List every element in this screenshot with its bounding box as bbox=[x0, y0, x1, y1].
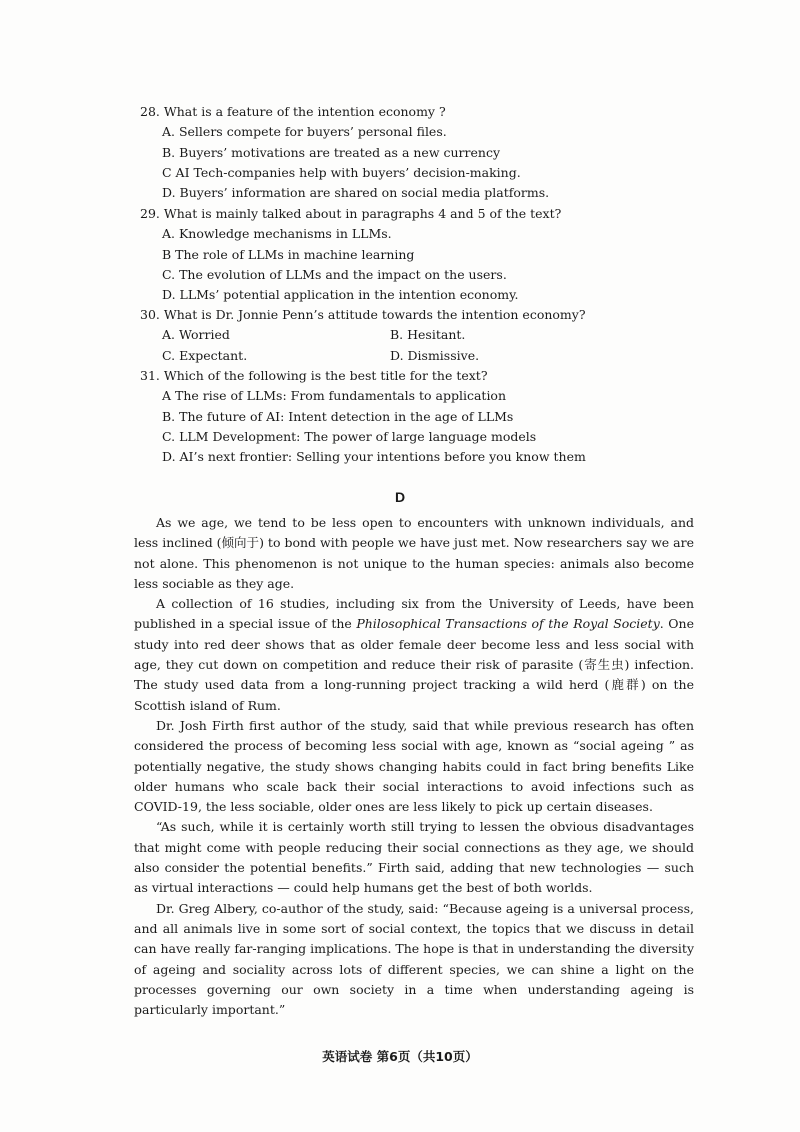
option-a: A. Worried bbox=[162, 327, 230, 343]
section-title: D bbox=[394, 489, 406, 505]
option-b: B. Buyers’ motivations are treated as a new currency bbox=[162, 144, 501, 160]
paragraph-3: Dr. Josh Firth first author of the study, said that while previous research has often considered the process of becoming less social with age, known as “social ageing ” as potentially negative, the study shows changing habits could in fact bring benefits Like older humans who scale back their social interactions to avoid infections such as COVID-19, the less sociable, older ones are less likely to pick up certain diseases. bbox=[134, 717, 694, 815]
paragraph-1: As we age, we tend to be less open to encounters with unknown individuals, and less inclined (倾向于) to bond with people we have just met. Now researchers say we are not alone. This phenomenon is not unique to the human species: animals also become less sociable as they age. bbox=[134, 515, 694, 591]
option-b: B The role of LLMs in machine learning bbox=[162, 246, 415, 262]
option-d: D. LLMs’ potential application in the intention economy. bbox=[162, 287, 519, 303]
question-29 bbox=[140, 204, 700, 305]
question-stem: 29. What is mainly talked about in paragraphs 4 and 5 of the text? bbox=[140, 206, 562, 221]
paragraph-5: Dr. Greg Albery, co-author of the study, said: “Because ageing is a universal process, and all animals live in some sort of social context, the topics that we discuss in detail can have really far-ranging implications. The hope is that in understanding the diversity of ageing and sociality across lots of different species, we can shine a light on the processes governing our own society in a time when understanding ageing is particularly important.” bbox=[134, 900, 694, 1018]
option-c: C. The evolution of LLMs and the impact on the users. bbox=[162, 266, 507, 282]
paragraph-2-text: . One study into red deer shows that as older female deer become less and less social with age, they cut down on competition and reduce their risk of parasite (寄生虫) infection. The study used data from a long-running project tracking a wild herd (鹿群) on the Scottish island of Rum. bbox=[134, 616, 694, 713]
journal-title: Philosophical Transactions of the Royal Society bbox=[356, 616, 660, 632]
option-c: C. LLM Development: The power of large language models bbox=[162, 428, 537, 444]
option-d: D. AI’s next frontier: Selling your intentions before you know them bbox=[162, 449, 586, 465]
question-30 bbox=[140, 305, 700, 366]
question-28 bbox=[140, 102, 700, 203]
options-grid bbox=[140, 325, 700, 366]
option-b: B. The future of AI: Intent detection in the age of LLMs bbox=[162, 408, 514, 424]
question-stem: 28. What is a feature of the intention economy ? bbox=[140, 104, 446, 119]
option-d: D. Buyers’ information are shared on social media platforms. bbox=[162, 185, 550, 201]
passage-d bbox=[134, 513, 694, 1020]
option-b: B. Hesitant. bbox=[390, 327, 466, 343]
question-stem: 31. Which of the following is the best title for the text? bbox=[140, 368, 488, 383]
option-a: A. Knowledge mechanisms in LLMs. bbox=[162, 226, 392, 242]
paragraph-4: “As such, while it is certainly worth still trying to lessen the obvious disadvantages that might come with people reducing their social connections as they age, we should also consider the potential benefits.” Firth said, adding that new technologies — such as virtual interactions — could help humans get the best of both worlds. bbox=[134, 819, 694, 896]
option-c: C. Expectant. bbox=[162, 347, 248, 363]
paragraph-2-text: A collection of 16 studies, including six from the University of Leeds, have been published in a special issue of the bbox=[134, 596, 694, 632]
page-footer: 英语试卷 第6页（共10页） bbox=[322, 1049, 478, 1064]
option-a: A The rise of LLMs: From fundamentals to application bbox=[162, 388, 507, 404]
option-d: D. Dismissive. bbox=[390, 347, 480, 363]
option-c: C AI Tech-companies help with buyers’ decision-making. bbox=[162, 164, 521, 180]
question-31 bbox=[140, 366, 700, 467]
paragraph-2 bbox=[134, 594, 694, 716]
question-stem: 30. What is Dr. Jonnie Penn’s attitude towards the intention economy? bbox=[140, 307, 586, 322]
option-a: A. Sellers compete for buyers’ personal files. bbox=[162, 124, 447, 140]
